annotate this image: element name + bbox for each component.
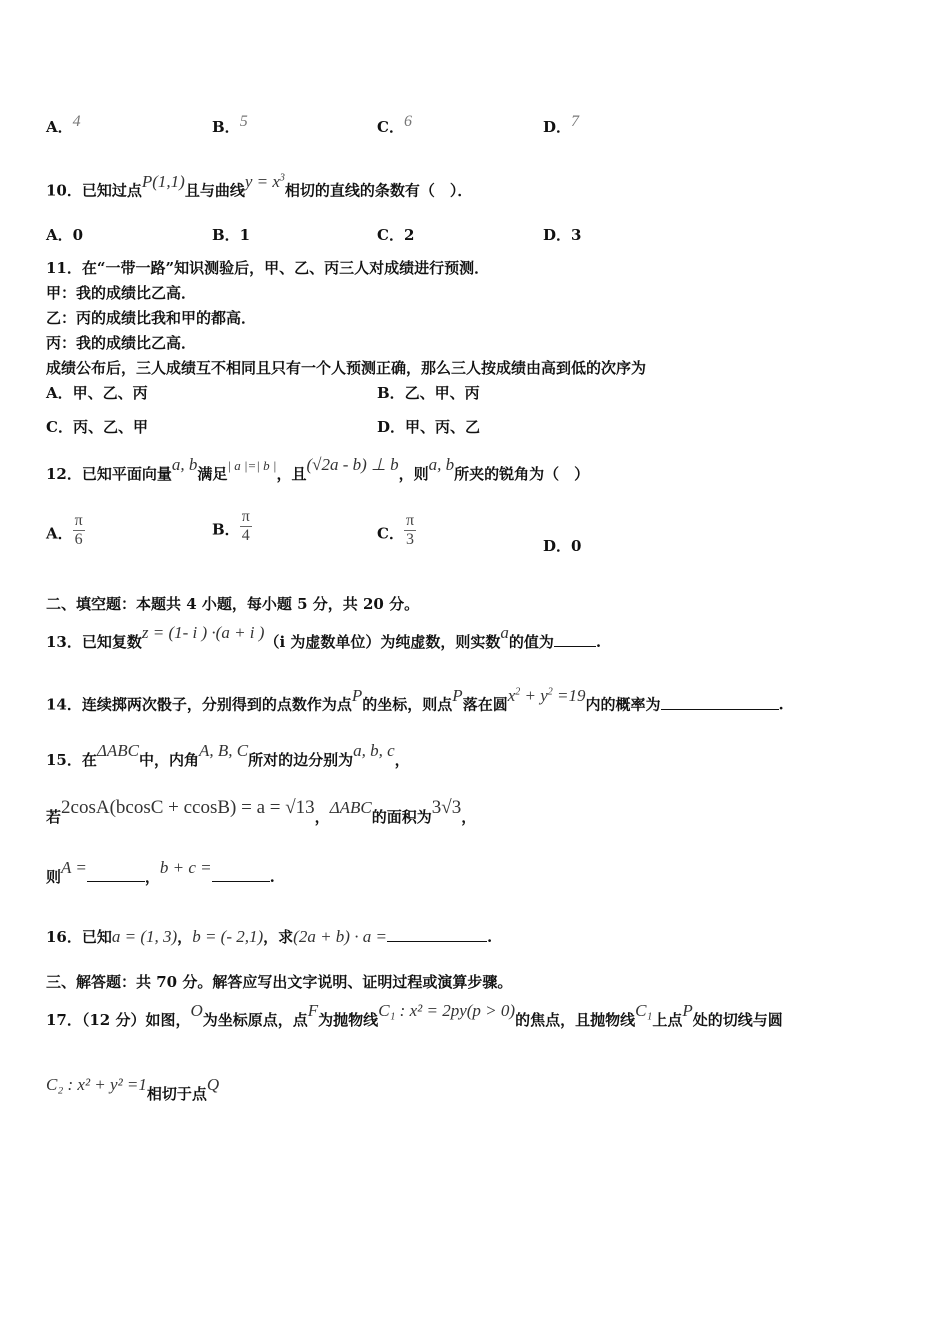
q15-condition: 若2cosA(bcosC + ccosB) = a = √13，ΔABC的面积为3√3， — [46, 797, 477, 826]
q9-option-b[interactable]: B．5 — [212, 113, 248, 136]
q17-stem-line-2: C₂ : x² + y² =1相切于点Q — [46, 1075, 220, 1103]
section-2-heading: 二、填空题：本题共 4 小题，每小题 5 分，共 20 分。 — [46, 595, 420, 613]
q15-answer-bc-blank[interactable] — [212, 867, 270, 882]
q15-answer-a-blank[interactable] — [87, 867, 145, 882]
q12-option-c[interactable]: C． $\frac{\pi}{3}$ — [377, 512, 415, 548]
q12-option-d[interactable]: D．0 — [543, 537, 582, 555]
q11-line-3: 乙：丙的成绩比我和甲的都高． — [46, 309, 257, 327]
q9-option-c[interactable]: C．6 — [377, 113, 412, 136]
q10-option-b[interactable]: B．1 — [212, 226, 251, 244]
q11-option-c[interactable]: C．丙、乙、甲 — [46, 418, 148, 436]
q16-answer-blank[interactable] — [387, 927, 487, 942]
q9-option-a[interactable]: A．4 — [46, 113, 81, 136]
q10-option-a[interactable]: A．0 — [46, 226, 84, 244]
q11-line-2: 甲：我的成绩比乙高． — [46, 284, 197, 302]
q11-line-4: 丙：我的成绩比乙高． — [46, 334, 197, 352]
q13-stem: 13．已知复数z = (1- i ) ·(a + i )（i 为虚数单位）为纯虚数，则实数a的值为 . — [46, 623, 602, 651]
q11-line-1: 11．在“一带一路”知识测验后，甲、乙、丙三人对成绩进行预测． — [46, 259, 490, 277]
q12-option-a[interactable]: A． $\frac{\pi}{6}$ — [46, 512, 83, 548]
q12-option-b[interactable]: B． $\frac{\pi}{4}$ — [212, 508, 250, 544]
q12-stem: 12．已知平面向量a, b满足| a |=| b |，且(√2a - b) ⊥ b，则a, b所夹的锐角为（ ） — [46, 455, 590, 483]
q11-option-b[interactable]: B．乙、甲、丙 — [377, 384, 480, 402]
q10-option-d[interactable]: D．3 — [543, 226, 582, 244]
section-3-heading: 三、解答题：共 70 分。解答应写出文字说明、证明过程或演算步骤。 — [46, 973, 513, 991]
q10-stem: 10．已知过点P(1,1)且与曲线$y = x^3$相切的直线的条数有（ ）． — [46, 171, 473, 200]
q11-option-a[interactable]: A．甲、乙、丙 — [46, 384, 148, 402]
q10-option-c[interactable]: C．2 — [377, 226, 415, 244]
q11-option-d[interactable]: D．甲、丙、乙 — [377, 418, 481, 436]
q9-option-d[interactable]: D．7 — [543, 113, 580, 136]
q14-answer-blank[interactable] — [661, 695, 779, 710]
q17-stem-line-1: 17．（12 分）如图，O为坐标原点，点F为抛物线C₁ : x² = 2py(p > 0)的焦点，且抛物线C₁上点P处的切线与圆 — [46, 1001, 783, 1029]
q15-answers: 则A = ，b + c = . — [46, 858, 275, 886]
q16-stem: 16．已知a = (1, 3)，b = (- 2,1)，求(2a + b) · a = . — [46, 927, 493, 946]
q14-stem: 14．连续掷两次骰子，分别得到的点数作为点P的坐标，则点P落在圆$x^2 + y^2 =19$内的概率为 . — [46, 685, 784, 714]
q11-line-5: 成绩公布后，三人成绩互不相同且只有一个人预测正确，那么三人按成绩由高到低的次序为 — [46, 359, 647, 377]
q15-stem: 15．在ΔABC中，内角A, B, C所对的边分别为a, b, c， — [46, 741, 410, 769]
q13-answer-blank[interactable] — [554, 632, 596, 647]
